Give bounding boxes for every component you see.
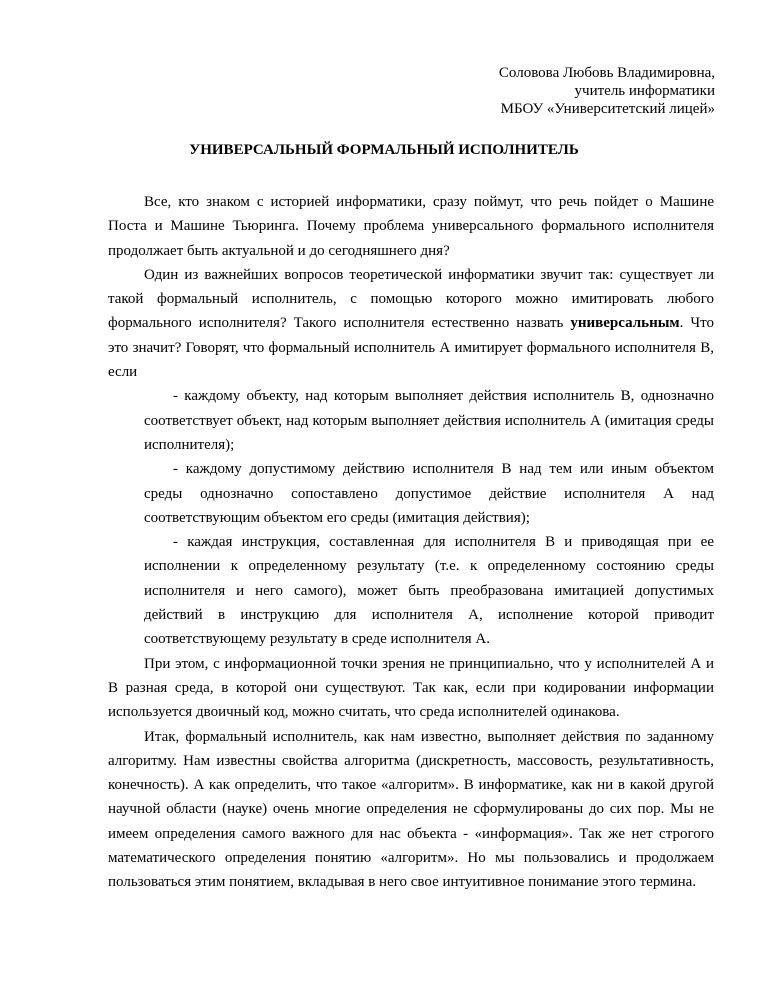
- paragraph-4-line-1: Итак, формальный исполнитель, как нам известно, выполняет действия по заданному: [144, 728, 714, 745]
- author-organization: МБОУ «Университетский лицей»: [500, 101, 715, 117]
- paragraph-2-text-end: . Что это значит? Говорят, что формальный исполнитель А имитирует формального исполнителя В, если: [108, 315, 715, 381]
- author-position: учитель информатики: [574, 83, 715, 99]
- paragraph-4: [108, 725, 714, 895]
- author-name: Соловова Любовь Владимировна,: [498, 65, 715, 81]
- document-body: [108, 190, 714, 895]
- list-item-2: - каждому допустимому действию исполнителя В над тем или иным объектом среды однозначно сопоставлено допустимое действие исполнителя А над соответствующим объектом его среды (имитация действия);: [144, 461, 714, 526]
- list-item-1: - каждому объекту, над которым выполняет действия исполнитель В, однозначно соответствует объект, над которым выполняет действия исполнитель А (имитация среды исполнителя);: [144, 388, 714, 453]
- paragraph-3: При этом, с информационной точки зрения не принципиально, что у исполнителей А и В разная среда, в которой они существуют. Так как, если при кодировании информации используется двоичный код, можно считать, что среда исполнителей одинакова.: [108, 655, 714, 721]
- document-title: УНИВЕРСАЛЬНЫЙ ФОРМАЛЬНЫЙ ИСПОЛНИТЕЛЬ: [189, 142, 579, 158]
- list-item-3: - каждая инструкция, составленная для исполнителя В и приводящая при ее исполнении к определенному результату (т.е. к определенному состоянию среды исполнителя и него самого), может быть преобразована имитацией допустимых действий в инструкцию для исполнителя А, исполнение которой приводит соответствующему результату в среде исполнителя А.: [144, 534, 714, 648]
- paragraph-2: [108, 263, 714, 384]
- paragraph-2-bold-term: универсальным: [570, 315, 680, 332]
- paragraph-1: Все, кто знаком с историей информатики, сразу поймут, что речь пойдет о Машине Поста и Машине Тьюринга. Почему проблема универсального формального исполнителя продолжает быть актуальной и до сегодняшнего дня?: [108, 194, 714, 259]
- author-block: [499, 64, 715, 118]
- paragraph-4-line-2: алгоритму. Нам известны свойства алгоритма (дискретность, массовость,: [108, 752, 593, 769]
- paragraph-2-text: Один из важнейших вопросов теоретической информатики звучит так: существует ли такой формальный исполнитель, с помощью которого можно имитировать любого формального исполнителя? Такого исполнителя естественно назвать: [108, 266, 714, 332]
- paragraph-4-rest: результативность, конечность). А как определить, что такое «алгоритм». В информатике, как ни в какой другой научной области (науке) очень многие определения не сформулированы до сих пор. Мы не имеем определения самого важного для нас объекта - «информация». Так же нет строгого математического определения понятию «алгоритм». Но мы пользовались и продолжаем пользоваться этим понятием, вкладывая в него свое интуитивное понимание этого термина.: [108, 752, 714, 891]
